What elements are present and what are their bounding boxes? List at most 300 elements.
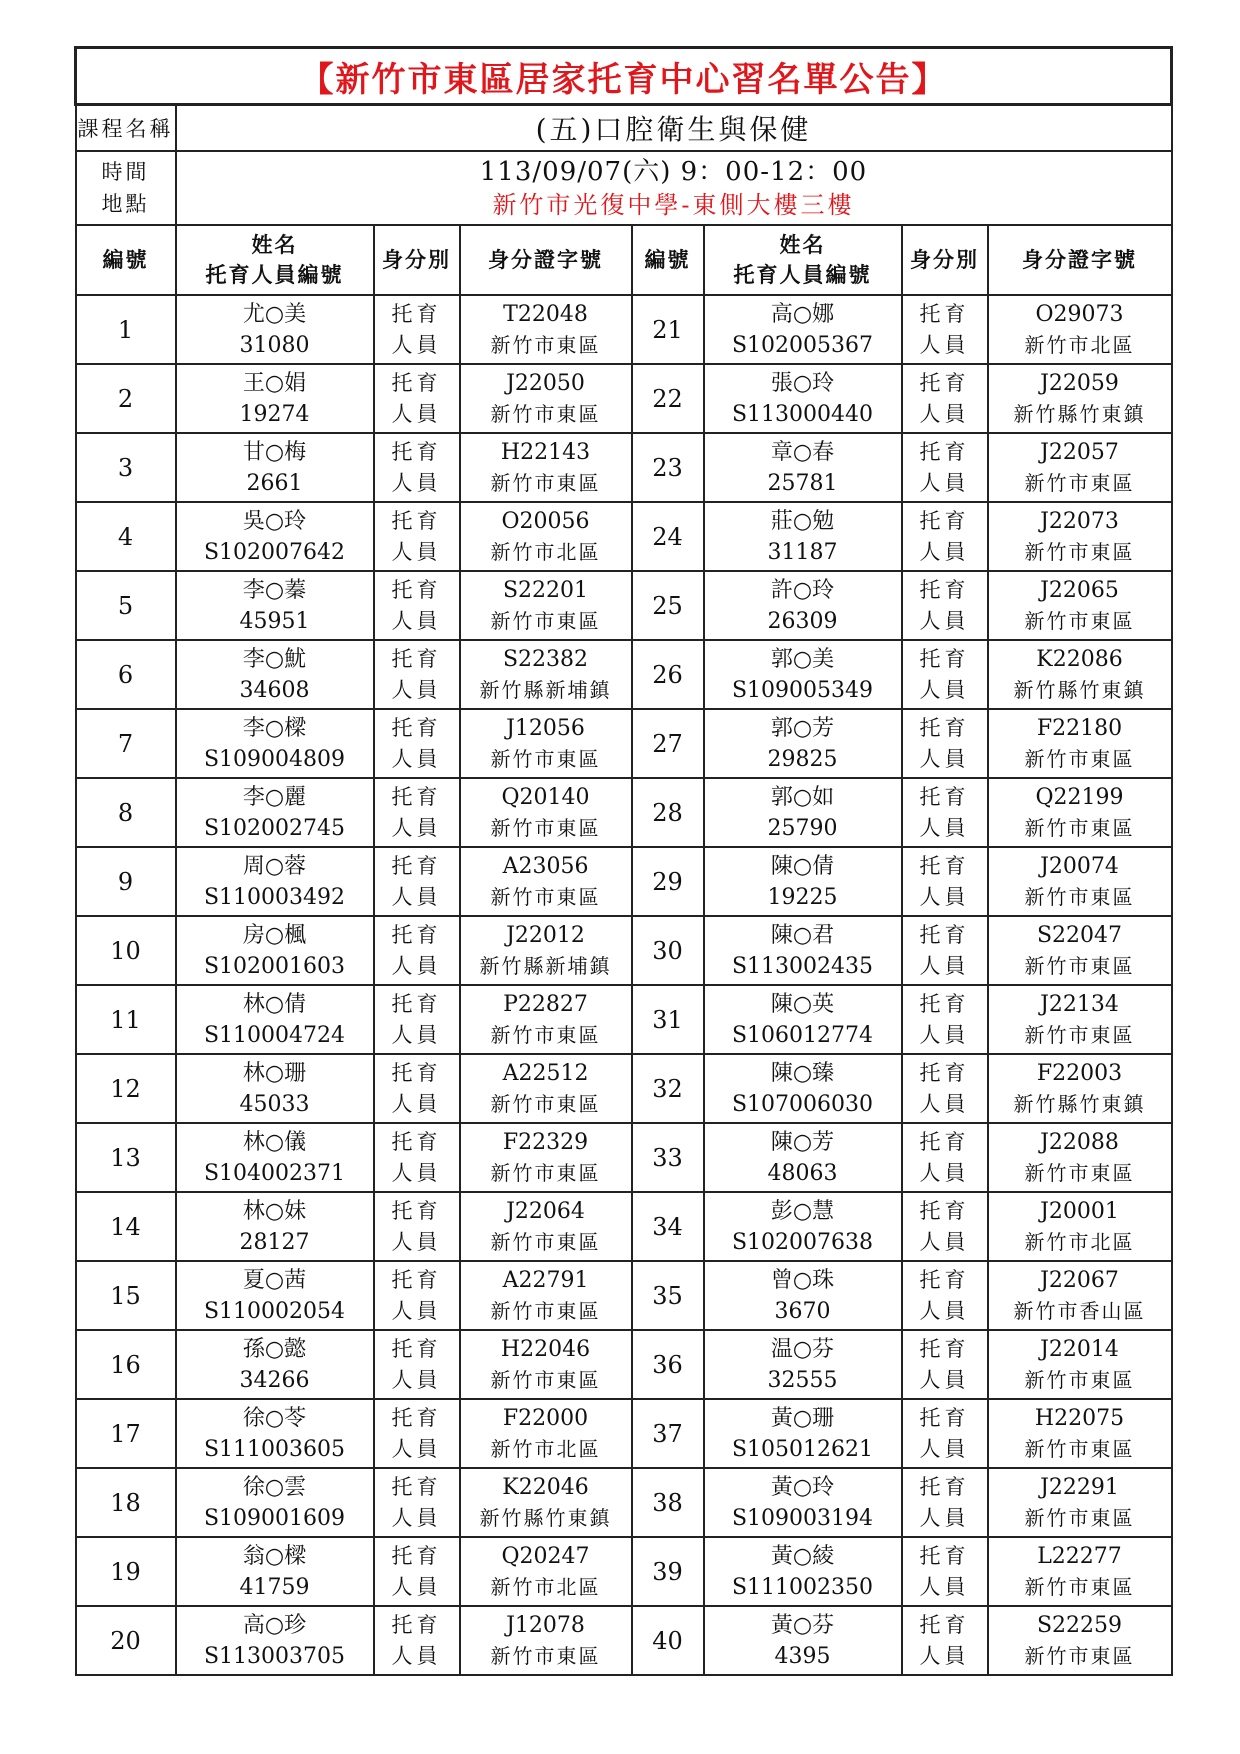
entry-number: 6 bbox=[76, 640, 176, 709]
entry-role-cell bbox=[902, 916, 988, 985]
entry-role-line1: 托育 bbox=[919, 1405, 970, 1430]
header-name-top: 姓名 bbox=[251, 232, 298, 257]
entry-caregiver-code: S109004809 bbox=[203, 746, 346, 772]
entry-role-line2: 人員 bbox=[391, 1436, 442, 1461]
entry-number: 30 bbox=[632, 916, 704, 985]
entry-id: J22064 bbox=[506, 1198, 585, 1224]
entry-id-cell bbox=[460, 295, 632, 364]
entry-id: H22075 bbox=[1034, 1405, 1125, 1431]
entry-caregiver-code: 29825 bbox=[767, 746, 838, 772]
entry-caregiver-code: S106012774 bbox=[731, 1022, 874, 1048]
entry-id-cell bbox=[988, 1054, 1172, 1123]
entry-id-cell bbox=[460, 1468, 632, 1537]
entry-role-cell bbox=[902, 1054, 988, 1123]
entry-role-cell bbox=[374, 709, 460, 778]
entry-name: 章○春 bbox=[770, 439, 835, 465]
entry-id-cell bbox=[460, 502, 632, 571]
entry-role-line1: 托育 bbox=[391, 922, 442, 947]
entry-name: 房○楓 bbox=[242, 922, 307, 948]
entry-id-cell bbox=[460, 1537, 632, 1606]
entry-role-line2: 人員 bbox=[919, 1022, 970, 1047]
table-row bbox=[76, 778, 1172, 847]
entry-role-line2: 人員 bbox=[391, 332, 442, 357]
entry-role-line1: 托育 bbox=[391, 370, 442, 395]
entry-caregiver-code: S113000440 bbox=[731, 401, 874, 427]
entry-role-line1: 托育 bbox=[391, 1198, 442, 1223]
entry-name: 王○娟 bbox=[242, 370, 307, 396]
entry-caregiver-code: S102007638 bbox=[731, 1229, 874, 1255]
entry-role-line2: 人員 bbox=[919, 746, 970, 771]
entry-name-cell bbox=[704, 1606, 902, 1675]
entry-role-cell bbox=[902, 778, 988, 847]
entry-district: 新竹縣竹東鎮 bbox=[1013, 1091, 1146, 1116]
entry-id: P22827 bbox=[503, 991, 588, 1017]
entry-name-cell bbox=[704, 1399, 902, 1468]
entry-district: 新竹市東區 bbox=[1024, 1436, 1135, 1461]
entry-role-line2: 人員 bbox=[391, 1367, 442, 1392]
entry-id: K22046 bbox=[502, 1474, 589, 1500]
entry-id: J22014 bbox=[1040, 1336, 1119, 1362]
table-row bbox=[76, 1192, 1172, 1261]
entry-caregiver-code: S102001603 bbox=[203, 953, 346, 979]
entry-caregiver-code: S105012621 bbox=[731, 1436, 874, 1462]
entry-role-cell bbox=[902, 571, 988, 640]
table-row bbox=[76, 916, 1172, 985]
entry-role-cell bbox=[902, 847, 988, 916]
entry-id: A23056 bbox=[502, 853, 589, 879]
entry-role-line2: 人員 bbox=[919, 884, 970, 909]
entry-role-cell bbox=[374, 847, 460, 916]
entry-role-cell bbox=[374, 1468, 460, 1537]
entry-role-line1: 托育 bbox=[919, 1198, 970, 1223]
entry-id: J22050 bbox=[506, 370, 585, 396]
entry-role-line1: 托育 bbox=[391, 1129, 442, 1154]
entry-caregiver-code: S110003492 bbox=[203, 884, 346, 910]
entry-caregiver-code: 34266 bbox=[239, 1367, 310, 1393]
page-title: 【新竹市東區居家托育中心習名單公告】 bbox=[76, 48, 1172, 105]
entry-role-line1: 托育 bbox=[391, 784, 442, 809]
entry-role-line2: 人員 bbox=[919, 953, 970, 978]
entry-role-line1: 托育 bbox=[391, 577, 442, 602]
entry-id: F22000 bbox=[502, 1405, 589, 1431]
table-row bbox=[76, 1123, 1172, 1192]
header-name-right bbox=[704, 225, 902, 295]
entry-caregiver-code: S111003605 bbox=[203, 1436, 346, 1462]
entry-district: 新竹市東區 bbox=[490, 815, 601, 840]
entry-name-cell bbox=[704, 1261, 902, 1330]
entry-district: 新竹市東區 bbox=[1024, 470, 1135, 495]
entry-caregiver-code: 19274 bbox=[239, 401, 310, 427]
entry-number: 37 bbox=[632, 1399, 704, 1468]
entry-caregiver-code: S109001609 bbox=[203, 1505, 346, 1531]
entry-role-line2: 人員 bbox=[391, 608, 442, 633]
entry-id: F22003 bbox=[1036, 1060, 1123, 1086]
entry-id: J22291 bbox=[1040, 1474, 1119, 1500]
entry-name: 李○麗 bbox=[242, 784, 307, 810]
entry-district: 新竹市東區 bbox=[490, 332, 601, 357]
entry-id: L22277 bbox=[1037, 1543, 1122, 1569]
entry-name-cell bbox=[704, 985, 902, 1054]
entry-id: F22180 bbox=[1036, 715, 1123, 741]
entry-name-cell bbox=[704, 502, 902, 571]
table-row bbox=[76, 709, 1172, 778]
entry-name: 林○妹 bbox=[242, 1198, 307, 1224]
entry-name-cell bbox=[176, 847, 374, 916]
entry-id-cell bbox=[460, 1330, 632, 1399]
entry-role-line2: 人員 bbox=[919, 1436, 970, 1461]
table-row bbox=[76, 433, 1172, 502]
entry-role-line1: 托育 bbox=[391, 1474, 442, 1499]
entry-id: J22088 bbox=[1040, 1129, 1119, 1155]
header-name-bottom: 托育人員編號 bbox=[205, 262, 344, 287]
entry-name-cell bbox=[176, 1054, 374, 1123]
entry-id-cell bbox=[988, 847, 1172, 916]
entry-name-cell bbox=[176, 709, 374, 778]
entry-role-line2: 人員 bbox=[391, 1643, 442, 1668]
entry-role-line2: 人員 bbox=[919, 677, 970, 702]
entry-id-cell bbox=[460, 1054, 632, 1123]
entry-caregiver-code: S102007642 bbox=[203, 539, 346, 565]
entry-district: 新竹市東區 bbox=[490, 1091, 601, 1116]
entry-district: 新竹市東區 bbox=[490, 1160, 601, 1185]
entry-district: 新竹市北區 bbox=[1024, 332, 1135, 357]
entry-district: 新竹市北區 bbox=[490, 1574, 601, 1599]
entry-district: 新竹市北區 bbox=[490, 1436, 601, 1461]
entry-name-cell bbox=[176, 1261, 374, 1330]
entry-role-line2: 人員 bbox=[919, 1298, 970, 1323]
entry-role-line2: 人員 bbox=[919, 401, 970, 426]
entry-role-line1: 托育 bbox=[391, 508, 442, 533]
entry-name: 徐○苓 bbox=[242, 1405, 307, 1431]
entry-caregiver-code: 45951 bbox=[239, 608, 310, 634]
table-row bbox=[76, 1399, 1172, 1468]
entry-name-cell bbox=[176, 778, 374, 847]
entry-id-cell bbox=[988, 1399, 1172, 1468]
session-location: 新竹市光復中學-東側大樓三樓 bbox=[492, 191, 855, 219]
entry-name-cell bbox=[704, 364, 902, 433]
entry-id-cell bbox=[988, 709, 1172, 778]
entry-number: 25 bbox=[632, 571, 704, 640]
entry-role-line2: 人員 bbox=[919, 1229, 970, 1254]
entry-id: J22059 bbox=[1040, 370, 1119, 396]
entry-name-cell bbox=[176, 364, 374, 433]
entry-id: T22048 bbox=[503, 301, 588, 327]
entry-district: 新竹市東區 bbox=[1024, 1160, 1135, 1185]
entry-role-line1: 托育 bbox=[919, 370, 970, 395]
entry-id-cell bbox=[988, 916, 1172, 985]
entry-role-cell bbox=[374, 295, 460, 364]
entry-name-cell bbox=[704, 295, 902, 364]
entry-name: 高○娜 bbox=[770, 301, 835, 327]
entry-id: O20056 bbox=[501, 508, 590, 534]
entry-district: 新竹市東區 bbox=[1024, 1022, 1135, 1047]
entry-id-cell bbox=[460, 433, 632, 502]
entry-role-line1: 托育 bbox=[391, 1336, 442, 1361]
entry-role-line2: 人員 bbox=[919, 1643, 970, 1668]
entry-name: 陳○英 bbox=[770, 991, 835, 1017]
entry-name: 林○儀 bbox=[242, 1129, 307, 1155]
entry-name: 張○玲 bbox=[770, 370, 835, 396]
entry-name-cell bbox=[704, 847, 902, 916]
entry-name-cell bbox=[704, 571, 902, 640]
entry-role-line1: 托育 bbox=[391, 439, 442, 464]
entry-id-cell bbox=[460, 1399, 632, 1468]
entry-role-line2: 人員 bbox=[391, 1574, 442, 1599]
table-row bbox=[76, 1330, 1172, 1399]
entry-district: 新竹市東區 bbox=[490, 746, 601, 771]
entry-role-cell bbox=[374, 1537, 460, 1606]
entry-name-cell bbox=[704, 640, 902, 709]
entry-id-cell bbox=[460, 985, 632, 1054]
entry-number: 31 bbox=[632, 985, 704, 1054]
entry-caregiver-code: 2661 bbox=[246, 470, 303, 496]
table-row bbox=[76, 1261, 1172, 1330]
entry-number: 8 bbox=[76, 778, 176, 847]
entry-role-line1: 托育 bbox=[919, 1474, 970, 1499]
entry-role-line1: 托育 bbox=[391, 1405, 442, 1430]
entry-district: 新竹縣新埔鎮 bbox=[479, 677, 612, 702]
entry-role-cell bbox=[374, 1330, 460, 1399]
entry-caregiver-code: 3670 bbox=[774, 1298, 831, 1324]
entry-caregiver-code: 45033 bbox=[239, 1091, 310, 1117]
entry-role-line2: 人員 bbox=[391, 1022, 442, 1047]
entry-caregiver-code: S110004724 bbox=[203, 1022, 346, 1048]
table-row bbox=[76, 1537, 1172, 1606]
entry-district: 新竹市東區 bbox=[1024, 953, 1135, 978]
entry-role-line2: 人員 bbox=[919, 1505, 970, 1530]
entry-role-line2: 人員 bbox=[391, 401, 442, 426]
entry-id: H22143 bbox=[500, 439, 591, 465]
entry-district: 新竹市東區 bbox=[1024, 884, 1135, 909]
entry-role-line2: 人員 bbox=[919, 1091, 970, 1116]
entry-name: 曾○珠 bbox=[770, 1267, 835, 1293]
entry-name-cell bbox=[704, 778, 902, 847]
entry-role-cell bbox=[374, 433, 460, 502]
table-row bbox=[76, 985, 1172, 1054]
entry-name: 高○珍 bbox=[242, 1612, 307, 1638]
entry-name: 許○玲 bbox=[770, 577, 835, 603]
entry-role-line2: 人員 bbox=[919, 332, 970, 357]
entry-caregiver-code: S113002435 bbox=[731, 953, 874, 979]
entry-id-cell bbox=[988, 502, 1172, 571]
entry-district: 新竹縣竹東鎮 bbox=[479, 1505, 612, 1530]
entry-role-line1: 托育 bbox=[919, 577, 970, 602]
entry-caregiver-code: 28127 bbox=[239, 1229, 310, 1255]
entry-role-line2: 人員 bbox=[391, 1229, 442, 1254]
entry-name-cell bbox=[176, 1468, 374, 1537]
entry-role-line2: 人員 bbox=[391, 1091, 442, 1116]
header-id-right: 身分證字號 bbox=[988, 225, 1172, 295]
entry-number: 4 bbox=[76, 502, 176, 571]
entry-number: 14 bbox=[76, 1192, 176, 1261]
entry-number: 23 bbox=[632, 433, 704, 502]
table-row bbox=[76, 847, 1172, 916]
entry-id: J22073 bbox=[1040, 508, 1119, 534]
entry-id-cell bbox=[988, 1261, 1172, 1330]
entry-id: Q20247 bbox=[501, 1543, 590, 1569]
entry-role-line1: 托育 bbox=[919, 508, 970, 533]
entry-district: 新竹市東區 bbox=[490, 1229, 601, 1254]
entry-id-cell bbox=[988, 1192, 1172, 1261]
entry-id: F22329 bbox=[502, 1129, 589, 1155]
entry-role-line2: 人員 bbox=[391, 470, 442, 495]
entry-role-cell bbox=[374, 640, 460, 709]
table-row bbox=[76, 1054, 1172, 1123]
entry-caregiver-code: S111002350 bbox=[731, 1574, 874, 1600]
entry-id: Q20140 bbox=[501, 784, 590, 810]
entry-id-cell bbox=[460, 640, 632, 709]
entry-role-line1: 托育 bbox=[919, 784, 970, 809]
entry-district: 新竹市東區 bbox=[1024, 1367, 1135, 1392]
entry-role-line2: 人員 bbox=[919, 1574, 970, 1599]
entry-district: 新竹市東區 bbox=[1024, 1643, 1135, 1668]
entry-number: 13 bbox=[76, 1123, 176, 1192]
entry-id: J20001 bbox=[1040, 1198, 1119, 1224]
entry-name: 夏○茜 bbox=[242, 1267, 307, 1293]
entry-role-cell bbox=[374, 1261, 460, 1330]
entry-name-cell bbox=[704, 1192, 902, 1261]
entry-name: 徐○雲 bbox=[242, 1474, 307, 1500]
entry-number: 9 bbox=[76, 847, 176, 916]
entry-role-cell bbox=[902, 985, 988, 1054]
entry-district: 新竹市東區 bbox=[1024, 608, 1135, 633]
entry-role-line2: 人員 bbox=[391, 815, 442, 840]
table-row bbox=[76, 571, 1172, 640]
entry-district: 新竹市香山區 bbox=[1013, 1298, 1146, 1323]
entry-role-cell bbox=[902, 1537, 988, 1606]
entry-district: 新竹市東區 bbox=[490, 1367, 601, 1392]
entry-id: A22512 bbox=[502, 1060, 589, 1086]
entry-name-cell bbox=[176, 1192, 374, 1261]
entry-id-cell bbox=[988, 1537, 1172, 1606]
entry-number: 32 bbox=[632, 1054, 704, 1123]
entry-id: S22382 bbox=[502, 646, 589, 672]
entry-name: 陳○君 bbox=[770, 922, 835, 948]
entry-role-line1: 托育 bbox=[919, 1612, 970, 1637]
entry-caregiver-code: 4395 bbox=[774, 1643, 831, 1669]
entry-role-line2: 人員 bbox=[391, 1298, 442, 1323]
entry-role-cell bbox=[902, 1261, 988, 1330]
entry-id-cell bbox=[460, 778, 632, 847]
entry-number: 19 bbox=[76, 1537, 176, 1606]
entry-number: 40 bbox=[632, 1606, 704, 1675]
entry-name: 李○蓁 bbox=[242, 577, 307, 603]
time-location-label bbox=[76, 151, 176, 225]
entry-role-line2: 人員 bbox=[919, 1160, 970, 1185]
header-name bbox=[176, 225, 374, 295]
entry-name: 周○蓉 bbox=[242, 853, 307, 879]
entry-name-cell bbox=[176, 1606, 374, 1675]
entry-caregiver-code: S102005367 bbox=[731, 332, 874, 358]
entry-name-cell bbox=[704, 916, 902, 985]
entry-role-cell bbox=[902, 1468, 988, 1537]
entry-district: 新竹市東區 bbox=[1024, 1505, 1135, 1530]
entry-role-cell bbox=[902, 502, 988, 571]
table-row bbox=[76, 640, 1172, 709]
entry-caregiver-code: S113003705 bbox=[203, 1643, 346, 1669]
entry-district: 新竹市東區 bbox=[490, 1298, 601, 1323]
entry-name: 郭○美 bbox=[770, 646, 835, 672]
entry-number: 2 bbox=[76, 364, 176, 433]
entry-number: 15 bbox=[76, 1261, 176, 1330]
entry-name-cell bbox=[176, 433, 374, 502]
entry-name: 郭○如 bbox=[770, 784, 835, 810]
entry-role-line1: 托育 bbox=[919, 991, 970, 1016]
entry-name: 温○芬 bbox=[770, 1336, 835, 1362]
entry-role-cell bbox=[374, 985, 460, 1054]
entry-caregiver-code: 34608 bbox=[239, 677, 310, 703]
entry-district: 新竹市北區 bbox=[490, 539, 601, 564]
entry-caregiver-code: 31080 bbox=[239, 332, 310, 358]
entry-name-cell bbox=[176, 1537, 374, 1606]
roster-table bbox=[74, 46, 1173, 1676]
entry-id: S22259 bbox=[1036, 1612, 1123, 1638]
entry-id-cell bbox=[460, 571, 632, 640]
entry-id-cell bbox=[460, 1261, 632, 1330]
entry-name-cell bbox=[704, 1123, 902, 1192]
entry-role-line1: 托育 bbox=[919, 1336, 970, 1361]
entry-role-cell bbox=[902, 709, 988, 778]
entry-name-cell bbox=[176, 1330, 374, 1399]
entry-number: 39 bbox=[632, 1537, 704, 1606]
entry-number: 27 bbox=[632, 709, 704, 778]
table-row bbox=[76, 295, 1172, 364]
entry-role-cell bbox=[374, 1192, 460, 1261]
entry-name: 彭○慧 bbox=[770, 1198, 835, 1224]
entry-id: A22791 bbox=[502, 1267, 589, 1293]
entry-role-line1: 托育 bbox=[919, 1543, 970, 1568]
entry-id-cell bbox=[988, 985, 1172, 1054]
entry-role-cell bbox=[374, 571, 460, 640]
entry-name-cell bbox=[704, 1054, 902, 1123]
header-no: 編號 bbox=[76, 225, 176, 295]
entry-number: 35 bbox=[632, 1261, 704, 1330]
time-label: 時間 bbox=[101, 160, 150, 184]
entry-name: 甘○梅 bbox=[242, 439, 307, 465]
session-time: 113/09/07(六) 9：00-12：00 bbox=[479, 157, 868, 187]
entry-name: 莊○勉 bbox=[770, 508, 835, 534]
entry-name-cell bbox=[176, 985, 374, 1054]
entry-role-line2: 人員 bbox=[391, 953, 442, 978]
entry-role-line2: 人員 bbox=[391, 746, 442, 771]
entry-number: 12 bbox=[76, 1054, 176, 1123]
table-row bbox=[76, 502, 1172, 571]
entry-role-cell bbox=[374, 364, 460, 433]
entry-role-cell bbox=[902, 295, 988, 364]
entry-role-cell bbox=[902, 1192, 988, 1261]
entry-role-line1: 托育 bbox=[919, 1267, 970, 1292]
entry-id: J22134 bbox=[1040, 991, 1119, 1017]
entry-number: 36 bbox=[632, 1330, 704, 1399]
entry-id: J22067 bbox=[1040, 1267, 1119, 1293]
entry-district: 新竹市東區 bbox=[490, 1022, 601, 1047]
entry-id-cell bbox=[988, 1123, 1172, 1192]
time-location-value bbox=[176, 151, 1172, 225]
table-row bbox=[76, 1468, 1172, 1537]
entry-id: S22047 bbox=[1036, 922, 1123, 948]
entry-role-line2: 人員 bbox=[919, 470, 970, 495]
entry-number: 22 bbox=[632, 364, 704, 433]
entry-caregiver-code: S110002054 bbox=[203, 1298, 346, 1324]
entry-name: 林○倩 bbox=[242, 991, 307, 1017]
header-role-right: 身分別 bbox=[902, 225, 988, 295]
entry-name-cell bbox=[176, 1399, 374, 1468]
entry-role-line1: 托育 bbox=[391, 1543, 442, 1568]
entry-caregiver-code: 41759 bbox=[239, 1574, 310, 1600]
entry-role-line1: 托育 bbox=[391, 1612, 442, 1637]
header-role: 身分別 bbox=[374, 225, 460, 295]
entry-role-line2: 人員 bbox=[391, 539, 442, 564]
